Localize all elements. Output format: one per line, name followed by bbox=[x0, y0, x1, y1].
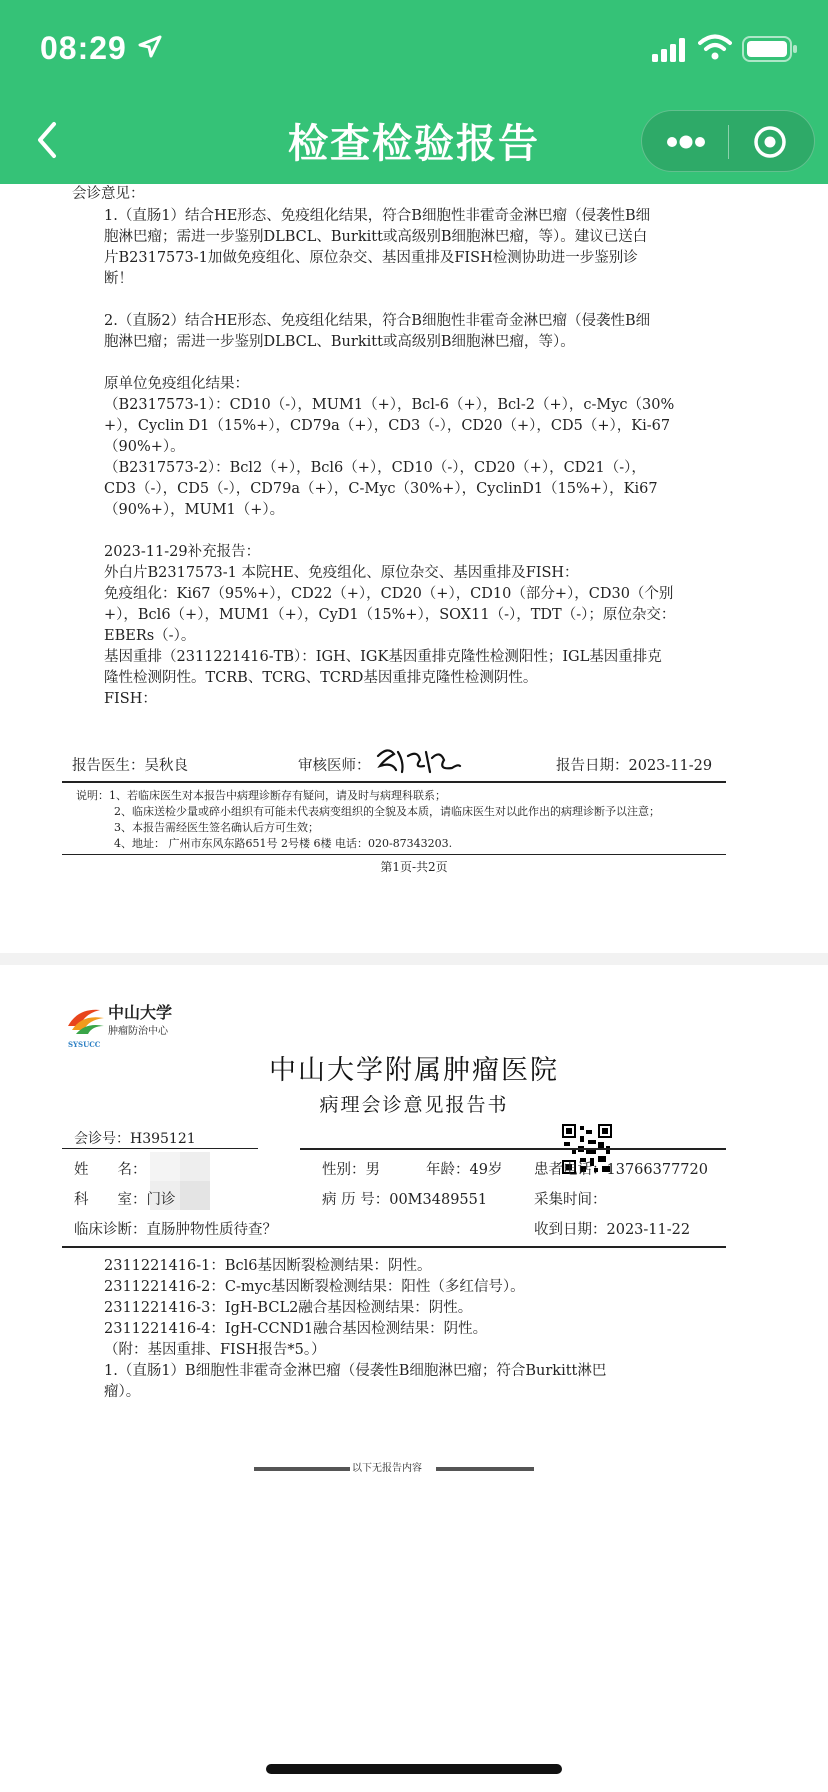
report-line: 隆性检测阴性。TCRB、TCRG、TCRD基因重排克隆性检测阴性。 bbox=[104, 670, 538, 686]
signature-image bbox=[374, 744, 462, 778]
patient-age: 年龄：49岁 bbox=[426, 1162, 503, 1178]
title-bar bbox=[0, 0, 828, 184]
report-line: （90%+）。 bbox=[104, 439, 185, 455]
page-number: 第1页-共2页 bbox=[380, 860, 448, 874]
report-line: （B2317573-2）：Bcl2（+），Bcl6（+），CD10（-），CD20（+），CD21（-）， bbox=[104, 460, 646, 476]
note-line: 3、本报告需经医生签名确认后方可生效； bbox=[114, 821, 319, 834]
end-mark-line-left bbox=[254, 1467, 350, 1471]
end-mark-line-right bbox=[436, 1467, 534, 1471]
report-line: 原单位免疫组化结果： bbox=[104, 376, 249, 392]
report-line: （B2317573-1）：CD10（-），MUM1（+），Bcl-6（+），Bcl-2（+），c-Myc（30% bbox=[104, 397, 675, 413]
report-line: （90%+），MUM1（+）。 bbox=[104, 502, 285, 518]
report-doctor: 报告医生：吴秋良 bbox=[72, 758, 188, 774]
divider bbox=[300, 1148, 726, 1150]
battery-icon bbox=[742, 36, 798, 62]
report-line: 免疫组化：Ki67（95%+），CD22（+），CD20（+），CD10（部分+），CD30（个别 bbox=[104, 586, 674, 602]
page-title: 检查检验报告 bbox=[288, 121, 540, 167]
note-line: 说明：1、若临床医生对本报告中病理诊断存有疑问，请及时与病理科联系； bbox=[76, 789, 446, 802]
report-title: 病理会诊意见报告书 bbox=[319, 1094, 509, 1116]
report-line: 基因重排（2311221416-TB）：IGH、IGK基因重排克隆性检测阳性；IGL基因重排克 bbox=[104, 649, 662, 665]
report-line: +），Bcl6（+），MUM1（+），CyD1（15%+），SOX11（-），TDT（-）；原位杂交： bbox=[104, 607, 676, 623]
hospital-logo-icon bbox=[66, 1004, 106, 1040]
report-line: +），Cyclin D1（15%+），CD79a（+），CD3（-），CD20（+），CD5（+），Ki-67 bbox=[104, 418, 671, 434]
mini-program-capsule bbox=[641, 110, 815, 172]
divider bbox=[62, 854, 726, 855]
divider bbox=[62, 1148, 258, 1149]
result-line: 1.（直肠1）B细胞性非霍奇金淋巴瘤（侵袭性B细胞淋巴瘤；符合Burkitt淋巴 bbox=[104, 1363, 607, 1379]
report-line: EBERs（-）。 bbox=[104, 628, 196, 644]
location-arrow-icon bbox=[137, 34, 163, 60]
result-line: 2311221416-4：IgH-CCND1融合基因检测结果：阴性。 bbox=[104, 1321, 488, 1337]
wifi-icon bbox=[698, 33, 732, 61]
hospital-name: 中山大学附属肿瘤医院 bbox=[269, 1055, 559, 1086]
report-line: 2.（直肠2）结合HE形态、免疫组化结果，符合B细胞性非霍奇金淋巴瘤（侵袭性B细 bbox=[104, 313, 651, 329]
patient-gender: 性别：男 bbox=[322, 1162, 380, 1178]
report-line: 胞淋巴瘤；需进一步鉴别DLBCL、Burkitt或高级别B细胞淋巴瘤，等）。建议已送白 bbox=[104, 229, 648, 245]
consult-number: 会诊号：H395121 bbox=[74, 1131, 196, 1147]
status-time: 08:29 bbox=[40, 30, 127, 66]
page-gap bbox=[0, 953, 828, 965]
cellular-signal-icon bbox=[652, 38, 688, 62]
result-line: 2311221416-1：Bcl6基因断裂检测结果：阴性。 bbox=[104, 1258, 432, 1274]
patient-phone: 患者电话：13766377720 bbox=[534, 1162, 708, 1178]
logo-name: 中山大学 bbox=[108, 1003, 173, 1022]
report-line: 1.（直肠1）结合HE形态、免疫组化结果，符合B细胞性非霍奇金淋巴瘤（侵袭性B细 bbox=[104, 208, 651, 224]
logo-abbr: SYSUCC bbox=[68, 1040, 101, 1049]
note-line: 4、地址： 广州市东风东路651号 2号楼 6楼 电话：020-87343203. bbox=[114, 837, 453, 850]
home-indicator[interactable] bbox=[266, 1764, 562, 1774]
more-options-button[interactable] bbox=[642, 111, 728, 173]
report-line: 断！ bbox=[104, 271, 133, 287]
report-line: FISH： bbox=[104, 691, 157, 707]
department: 科 室：门诊 bbox=[74, 1192, 176, 1208]
review-doctor: 审核医师： bbox=[298, 758, 371, 774]
report-line: 胞淋巴瘤；需进一步鉴别DLBCL、Burkitt或高级别B细胞淋巴瘤，等）。 bbox=[104, 334, 575, 350]
report-date: 报告日期：2023-11-29 bbox=[556, 758, 713, 774]
result-line: （附：基因重排、FISH报告*5。） bbox=[104, 1342, 326, 1358]
note-line: 2、临床送检少量或碎小组织有可能未代表病变组织的全貌及本质，请临床医生对以此作出的病理诊断予以注意； bbox=[114, 805, 660, 818]
report-line: 片B2317573-1加做免疫组化、原位杂交、基因重排及FISH检测协助进一步鉴别诊 bbox=[104, 250, 638, 266]
logo-subtitle: 肿瘤防治中心 bbox=[108, 1026, 168, 1037]
end-of-report-mark: 以下无报告内容 bbox=[352, 1463, 422, 1474]
received-date: 收到日期：2023-11-22 bbox=[534, 1222, 691, 1238]
report-line: CD3（-），CD5（-），CD79a（+），C-Myc（30%+），CyclinD1（15%+），Ki67 bbox=[104, 481, 658, 497]
report-line: 外白片B2317573-1 本院HE、免疫组化、原位杂交、基因重排及FISH： bbox=[104, 565, 579, 581]
clinical-diagnosis: 临床诊断：直肠肿物性质待查？ bbox=[74, 1222, 277, 1238]
result-line: 瘤）。 bbox=[104, 1384, 141, 1400]
collection-time: 采集时间： bbox=[534, 1192, 607, 1208]
divider bbox=[62, 781, 726, 783]
result-line: 2311221416-2：C-myc基因断裂检测结果：阳性（多红信号）。 bbox=[104, 1279, 525, 1295]
divider bbox=[62, 1246, 726, 1248]
report-line: 会诊意见： bbox=[72, 186, 145, 202]
patient-name-label: 姓 名： bbox=[74, 1162, 147, 1178]
result-line: 2311221416-3：IgH-BCL2融合基因检测结果：阴性。 bbox=[104, 1300, 473, 1316]
close-mini-program-button[interactable] bbox=[729, 111, 815, 173]
report-line: 2023-11-29补充报告： bbox=[104, 544, 261, 560]
medical-record-number: 病 历 号：00M3489551 bbox=[322, 1192, 488, 1208]
